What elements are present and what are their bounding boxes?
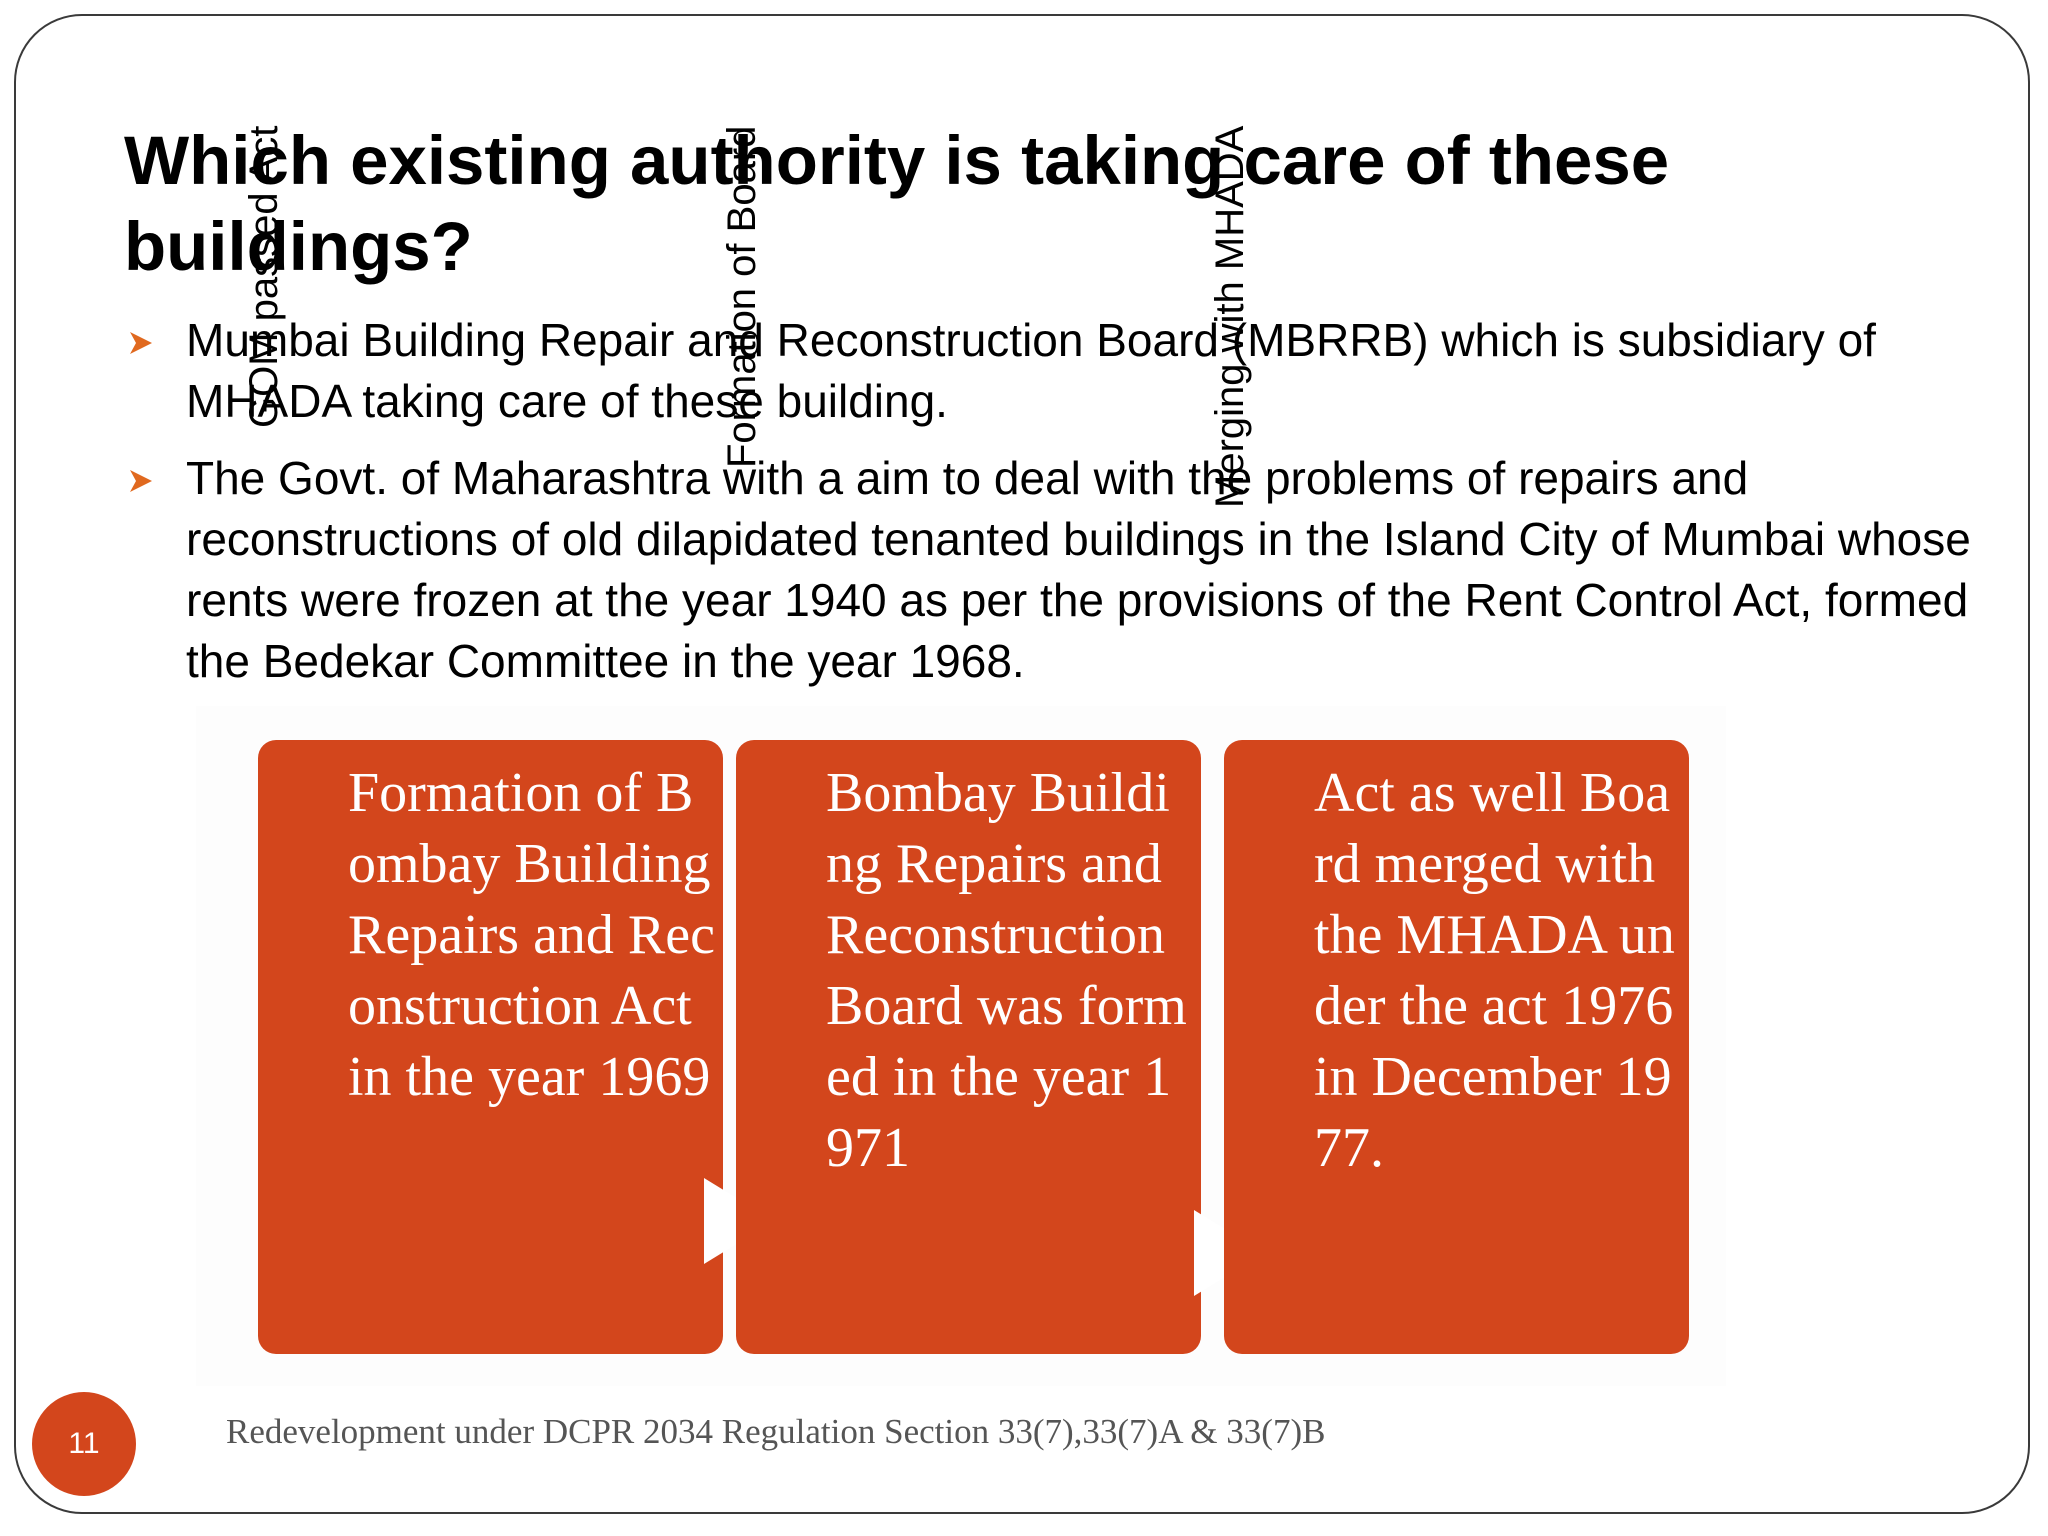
step-description: Bombay Building Repairs and Reconstruction Board was formed in the year 1971 <box>826 762 1187 1179</box>
bullet-text: The Govt. of Maharashtra with a aim to deal with the problems of repairs and reconstructions of old dilapidated tenanted buildings in the Island City of Mumbai whose rents were frozen at the year 1940 as per the provisions of the Rent Control Act, formed the Bedekar Committee in the year 1968. <box>186 452 1971 687</box>
arrowhead-bullet-icon <box>128 330 154 356</box>
bullet-list <box>124 310 1984 708</box>
slide-title: Which existing authority is taking care of these buildings? <box>124 122 1670 285</box>
step-description: Formation of Bombay Building Repairs and Reconstruction Act in the year 1969 <box>348 762 715 1108</box>
process-step-1 <box>242 126 723 1354</box>
slide-footer: Redevelopment under DCPR 2034 Regulation Section 33(7),33(7)A & 33(7)B <box>226 1412 1326 1451</box>
step-label-text: Formation of Board <box>720 126 764 469</box>
bullet-text: Mumbai Building Repair and Reconstruction Board (MBRRB) which is subsidiary of MHADA taking care of these building. <box>186 314 1876 427</box>
step-label-text: GOM passed Act <box>242 126 286 429</box>
step-description: Act as well Board merged with the MHADA under the act 1976 in December 1977. <box>1314 762 1675 1179</box>
step-label <box>720 126 786 1354</box>
step-label <box>242 126 308 1354</box>
page-number-badge: 11 <box>32 1392 136 1496</box>
process-step-3 <box>1208 126 1689 1354</box>
step-label-text: Merging with MHADA <box>1208 126 1252 509</box>
arrowhead-bullet-icon <box>128 468 154 494</box>
step-label <box>1208 126 1274 1354</box>
bullet-item <box>124 448 1984 692</box>
bullet-item <box>124 310 1984 432</box>
process-step-2 <box>720 126 1201 1354</box>
